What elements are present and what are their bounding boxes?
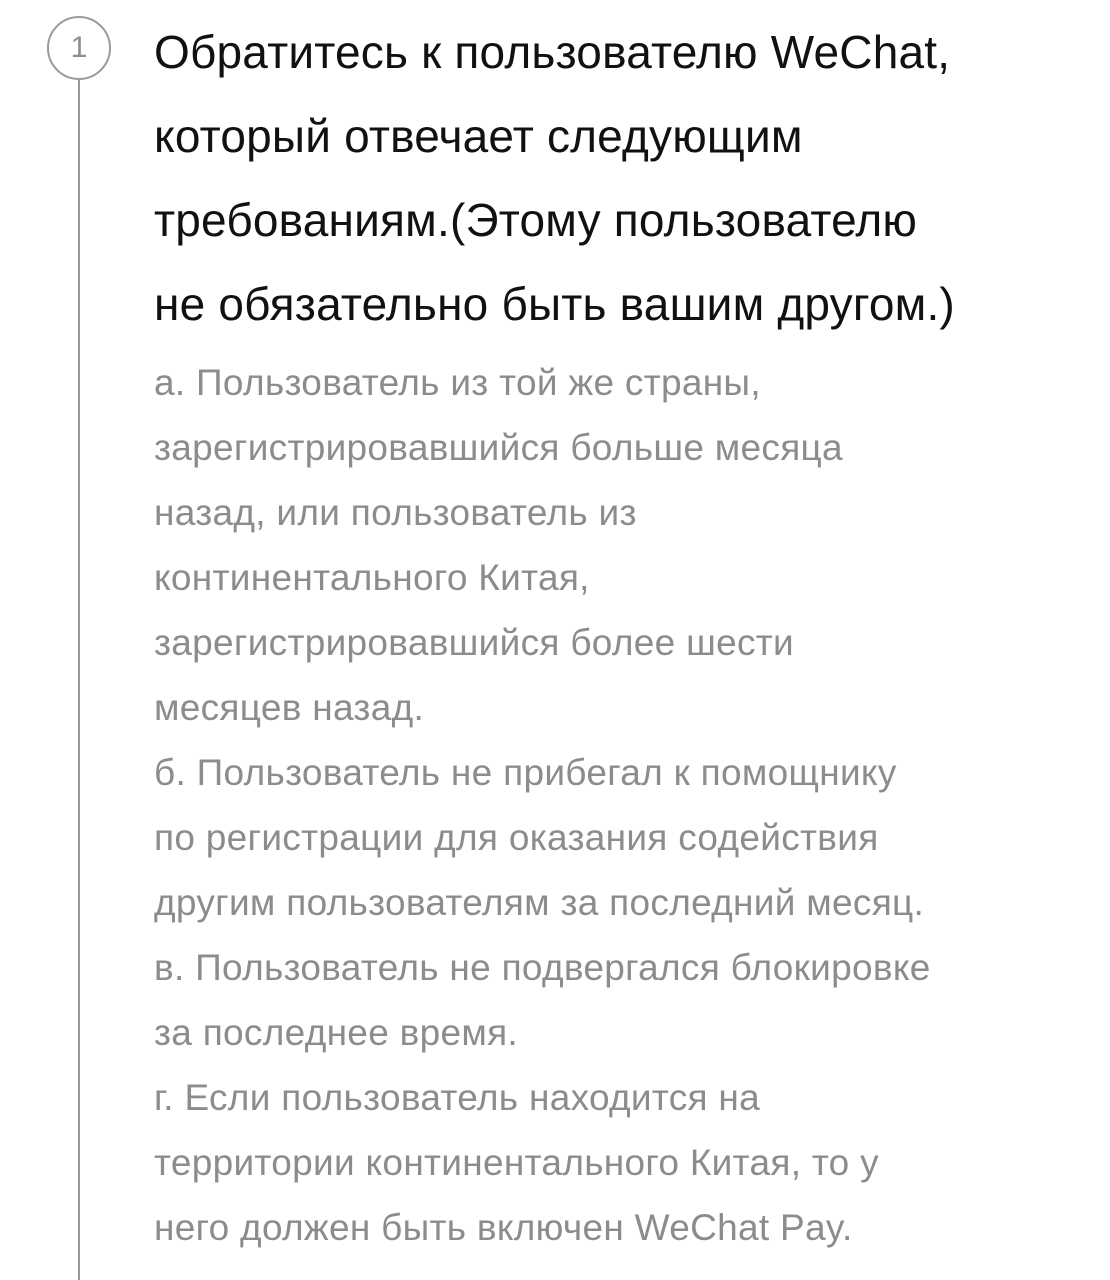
requirement-a-line: месяцев назад. [154,687,425,728]
step-title-line: который отвечает следующим [154,110,803,162]
requirement-b-line: другим пользователям за последний месяц. [154,882,925,923]
requirement-a-line: зарегистрировавшийся больше месяца [154,427,843,468]
requirement-a-line: назад, или пользователь из [154,492,637,533]
requirement-d-line: него должен быть включен WeChat Pay. [154,1207,853,1248]
step-timeline-line [78,80,80,1280]
requirement-c-line: в. Пользователь не подвергался блокировке [154,947,931,988]
step-title [154,10,1104,346]
step-number-badge: 1 [47,16,111,80]
requirement-b-line: по регистрации для оказания содействия [154,817,879,858]
requirement-a-line: а. Пользователь из той же страны, [154,362,761,403]
requirement-a-line: континентального Китая, [154,557,590,598]
requirement-b-line: б. Пользователь не прибегал к помощнику [154,752,897,793]
requirement-d-line: г. Если пользователь находится на [154,1077,761,1118]
requirement-c-line: за последнее время. [154,1012,519,1053]
requirements-list [154,350,1104,1260]
step-title-line: не обязательно быть вашим другом.) [154,278,955,330]
requirement-d-line: территории континентального Китая, то у [154,1142,879,1183]
step-title-line: требованиям.(Этому пользователю [154,194,918,246]
requirement-a-line: зарегистрировавшийся более шести [154,622,794,663]
step-title-line: Обратитесь к пользователю WeChat, [154,26,951,78]
